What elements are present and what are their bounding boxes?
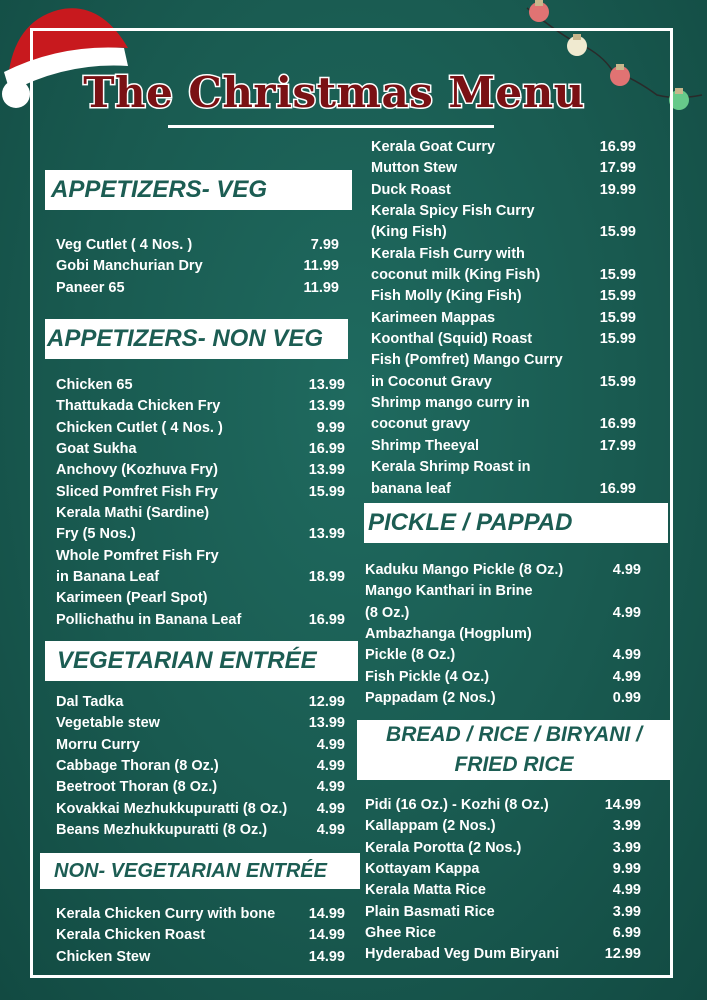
menu-item-name: Kerala Spicy Fish Curry (King Fish): [371, 203, 535, 241]
menu-item: [56, 777, 345, 798]
menu-item-price: 7.99: [310, 237, 339, 253]
nonveg-entree-list: [56, 904, 345, 968]
menu-item-price: 12.99: [308, 694, 345, 710]
menu-item: [56, 503, 345, 546]
menu-item: [365, 816, 641, 837]
menu-item-name: Cabbage Thoran (8 Oz.): [56, 758, 219, 775]
menu-item-name: Fish Molly (King Fish): [371, 288, 522, 305]
menu-item: [56, 904, 345, 925]
menu-item-price: 16.99: [599, 139, 636, 155]
menu-item: [56, 735, 345, 756]
menu-item-price: 3.99: [612, 818, 641, 835]
menu-item-name: Karimeen Mappas: [371, 309, 496, 326]
menu-item-name: Ambazhanga (Hogplum) Pickle (8 Oz.): [365, 626, 532, 664]
menu-item: [56, 546, 345, 589]
menu-item-price: 3.99: [612, 839, 641, 856]
menu-item: [56, 756, 345, 777]
menu-item-price: 15.99: [599, 224, 636, 241]
menu-item-name: Pappadam (2 Nos.): [365, 690, 496, 707]
menu-item-price: 15.99: [308, 483, 345, 500]
menu-item: [56, 278, 339, 299]
menu-item-name: Paneer 65: [56, 279, 125, 296]
menu-item-name: Goat Sukha: [56, 441, 137, 458]
bread-rice-header: [357, 720, 671, 780]
menu-item-price: 15.99: [599, 288, 636, 305]
menu-item-name: Kerala Goat Curry: [371, 139, 496, 155]
menu-item: [56, 713, 345, 734]
menu-item-name: Morru Curry: [56, 736, 140, 753]
menu-item-price: 14.99: [604, 797, 641, 813]
menu-item-price: 4.99: [612, 647, 641, 664]
menu-item-name: Dal Tadka: [56, 694, 124, 710]
bread-rice-header-line1: BREAD / RICE / BIRYANI /: [386, 723, 642, 746]
menu-item-name: Anchovy (Kozhuva Fry): [56, 462, 218, 479]
menu-item-name: Beans Mezhukkupuratti (8 Oz.): [56, 822, 268, 839]
menu-item-name: Kovakkai Mezhukkupuratti (8 Oz.): [56, 800, 288, 817]
menu-item: [365, 902, 641, 923]
menu-item: [56, 256, 339, 277]
menu-item: [56, 925, 345, 946]
menu-item-price: 16.99: [308, 441, 345, 458]
menu-item: [365, 880, 641, 901]
menu-item-price: 16.99: [599, 416, 636, 433]
menu-item: [371, 180, 636, 201]
menu-item: [56, 418, 345, 439]
menu-item-price: 4.99: [316, 736, 345, 753]
menu-item-price: 11.99: [303, 258, 339, 275]
menu-item: [371, 329, 636, 350]
menu-item-name: Mango Kanthari in Brine (8 Oz.): [365, 583, 533, 621]
menu-item: [56, 799, 345, 820]
menu-item: [56, 439, 345, 460]
menu-item: [365, 667, 641, 688]
menu-item-name: Hyderabad Veg Dum Biryani: [365, 946, 560, 963]
menu-item-name: Plain Basmati Rice: [365, 903, 495, 920]
menu-item-name: Kerala Shrimp Roast in banana leaf: [371, 459, 531, 497]
title-underline: [168, 125, 494, 128]
menu-item-name: Chicken Cutlet ( 4 Nos. ): [56, 419, 223, 436]
menu-item-price: 4.99: [612, 882, 641, 899]
menu-item-price: 4.99: [316, 779, 345, 796]
bread-rice-header-line2: FRIED RICE: [454, 753, 574, 776]
veg-entree-list: [56, 692, 345, 841]
menu-item-name: Vegetable stew: [56, 715, 160, 732]
menu-item-price: 9.99: [612, 861, 641, 878]
menu-item-price: 9.99: [316, 419, 345, 436]
menu-item: [371, 308, 636, 329]
menu-item: [365, 688, 641, 709]
menu-item-name: Kallappam (2 Nos.): [365, 818, 496, 835]
menu-item-name: Kerala Fish Curry with coconut milk (King Fish): [371, 245, 541, 284]
menu-item-price: 15.99: [599, 331, 636, 348]
menu-item-price: 13.99: [308, 398, 345, 415]
menu-item-price: 17.99: [599, 437, 636, 454]
menu-item: [371, 436, 636, 457]
menu-item-name: Kottayam Kappa: [365, 861, 480, 878]
menu-item: [56, 947, 345, 968]
menu-item-name: Karimeen (Pearl Spot) Pollichathu in Banana Leaf: [56, 590, 242, 628]
menu-item: [56, 235, 339, 256]
pickle-list: [365, 560, 641, 709]
appetizers-nonveg-header: APPETIZERS- NON VEG: [45, 319, 348, 359]
menu-item-price: 4.99: [316, 758, 345, 775]
menu-item-name: Shrimp mango curry in coconut gravy: [371, 395, 530, 433]
menu-item-name: Kerala Matta Rice: [365, 882, 486, 899]
nonveg-entree-header: NON- VEGETARIAN ENTRÉE: [40, 853, 360, 889]
menu-item-name: Mutton Stew: [371, 160, 458, 177]
menu-title: The Christmas Menu: [83, 68, 585, 117]
menu-item-name: Pidi (16 Oz.) - Kozhi (8 Oz.): [365, 797, 549, 813]
menu-item-price: 11.99: [303, 279, 339, 296]
menu-item-price: 4.99: [316, 822, 345, 839]
menu-item-name: Fish Pickle (4 Oz.): [365, 668, 490, 685]
menu-item: [56, 588, 345, 631]
menu-item-price: 15.99: [599, 373, 636, 390]
menu-item: [365, 795, 641, 816]
menu-item-name: Whole Pomfret Fish Fry in Banana Leaf: [56, 547, 219, 586]
menu-item-price: 13.99: [308, 526, 345, 543]
menu-item-name: Sliced Pomfret Fish Fry: [56, 483, 218, 500]
menu-item-price: 16.99: [308, 611, 345, 628]
menu-item: [371, 244, 636, 287]
menu-item-name: Kerala Mathi (Sardine) Fry (5 Nos.): [56, 505, 210, 543]
nonveg-continued-list: [371, 137, 636, 500]
pickle-header: PICKLE / PAPPAD: [364, 503, 668, 543]
menu-item-name: Kerala Chicken Curry with bone: [56, 906, 276, 922]
menu-item: [56, 396, 345, 417]
menu-item: [365, 944, 641, 965]
menu-item-price: 15.99: [599, 309, 636, 326]
bread-rice-list: [365, 795, 641, 966]
menu-item-price: 13.99: [308, 377, 345, 393]
menu-item: [56, 820, 345, 841]
menu-item: [371, 286, 636, 307]
menu-item: [365, 859, 641, 880]
menu-item: [365, 560, 641, 581]
menu-item-name: Ghee Rice: [365, 925, 436, 942]
menu-item-price: 4.99: [612, 604, 641, 621]
menu-item-price: 12.99: [604, 946, 641, 963]
menu-item: [365, 838, 641, 859]
appetizers-veg-header: APPETIZERS- VEG: [45, 170, 352, 210]
menu-item-price: 0.99: [612, 690, 641, 707]
menu-item-name: Chicken 65: [56, 377, 133, 393]
appetizers-veg-list: [56, 235, 339, 299]
menu-item: [371, 350, 636, 393]
menu-item-price: 4.99: [612, 562, 641, 578]
menu-item-name: Duck Roast: [371, 181, 451, 198]
menu-item: [371, 201, 636, 244]
menu-item: [371, 457, 636, 500]
menu-item-name: Veg Cutlet ( 4 Nos. ): [56, 237, 193, 253]
menu-item: [371, 158, 636, 179]
menu-item-price: 4.99: [612, 668, 641, 685]
menu-item-price: 18.99: [308, 569, 345, 586]
menu-item-name: Fish (Pomfret) Mango Curry in Coconut Gravy: [371, 352, 563, 390]
appetizers-nonveg-list: [56, 375, 345, 631]
menu-item-name: Thattukada Chicken Fry: [56, 398, 221, 415]
menu-item-name: Kaduku Mango Pickle (8 Oz.): [365, 562, 564, 578]
menu-item-price: 16.99: [599, 480, 636, 497]
menu-item-name: Gobi Manchurian Dry: [56, 258, 203, 275]
menu-item: [56, 482, 345, 503]
menu-item: [56, 460, 345, 481]
menu-item: [56, 375, 345, 396]
menu-item: [56, 692, 345, 713]
menu-item-price: 13.99: [308, 462, 345, 479]
menu-item-price: 3.99: [612, 903, 641, 920]
menu-item-name: Kerala Chicken Roast: [56, 927, 206, 944]
menu-item: [371, 393, 636, 436]
menu-item-price: 14.99: [308, 948, 345, 965]
menu-item-price: 13.99: [308, 715, 345, 732]
menu-item-price: 17.99: [599, 160, 636, 177]
menu-item: [365, 923, 641, 944]
menu-item-price: 6.99: [612, 925, 641, 942]
menu-item-name: Koonthal (Squid) Roast: [371, 331, 533, 348]
menu-item-price: 14.99: [308, 906, 345, 922]
menu-item: [365, 581, 641, 624]
menu-item-price: 19.99: [599, 181, 636, 198]
menu-item-name: Shrimp Theeyal: [371, 437, 479, 454]
menu-item-name: Beetroot Thoran (8 Oz.): [56, 779, 218, 796]
menu-item-price: 14.99: [308, 927, 345, 944]
menu-item-price: 15.99: [599, 267, 636, 284]
menu-item-name: Chicken Stew: [56, 948, 151, 965]
veg-entree-header: VEGETARIAN ENTRÉE: [45, 641, 358, 681]
menu-item: [371, 137, 636, 158]
menu-item-price: 4.99: [316, 800, 345, 817]
menu-item-name: Kerala Porotta (2 Nos.): [365, 839, 522, 856]
menu-item: [365, 624, 641, 667]
